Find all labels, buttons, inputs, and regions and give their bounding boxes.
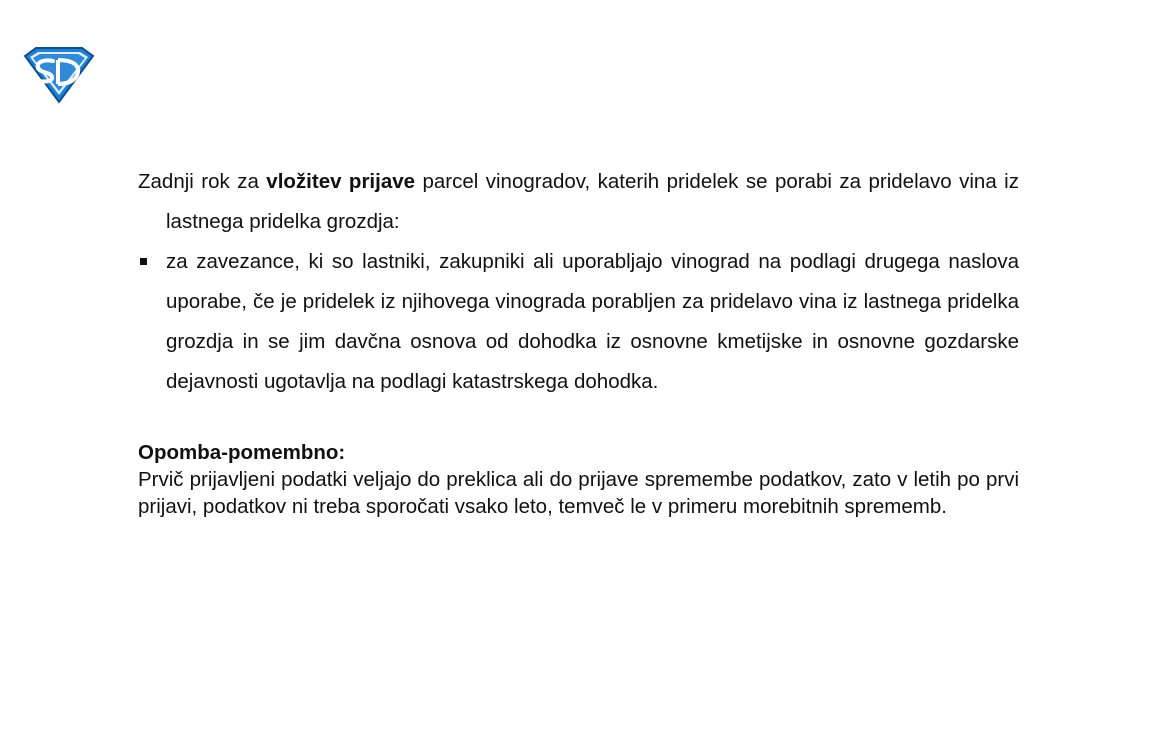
sd-shield-logo-icon <box>22 46 96 104</box>
intro-text-end: parcel vinogradov, katerih pridelek se porabi za pridelavo vina iz lastnega pridelka grozdja: <box>166 170 1019 233</box>
document-body <box>138 162 1019 520</box>
note-title: Opomba-pomembno: <box>138 441 346 464</box>
note-body: Prvič prijavljeni podatki veljajo do preklica ali do prijave spremembe podatkov, zato v letih po prvi prijavi, podatkov ni treba sporočati vsako leto, temveč le v primeru morebitnih sprememb. <box>138 468 1019 518</box>
list-item <box>138 242 1019 402</box>
intro-text-start: Zadnji rok za <box>138 170 267 193</box>
bullet-list <box>138 242 1019 402</box>
square-bullet-icon <box>140 258 147 265</box>
intro-paragraph <box>138 162 1019 242</box>
note-section <box>138 440 1019 520</box>
intro-bold-phrase: vložitev prijave <box>266 170 416 193</box>
bullet-text: za zavezance, ki so lastniki, zakupniki ali uporabljajo vinograd na podlagi drugega naslova uporabe, če je pridelek iz njihovega vinograda porabljen za pridelavo vina iz lastnega pridelka grozdja in se jim davčna osnova od dohodka iz osnovne kmetijske in osnovne gozdarske dejavnosti ugotavlja na podlagi katastrskega dohodka. <box>166 250 1019 393</box>
